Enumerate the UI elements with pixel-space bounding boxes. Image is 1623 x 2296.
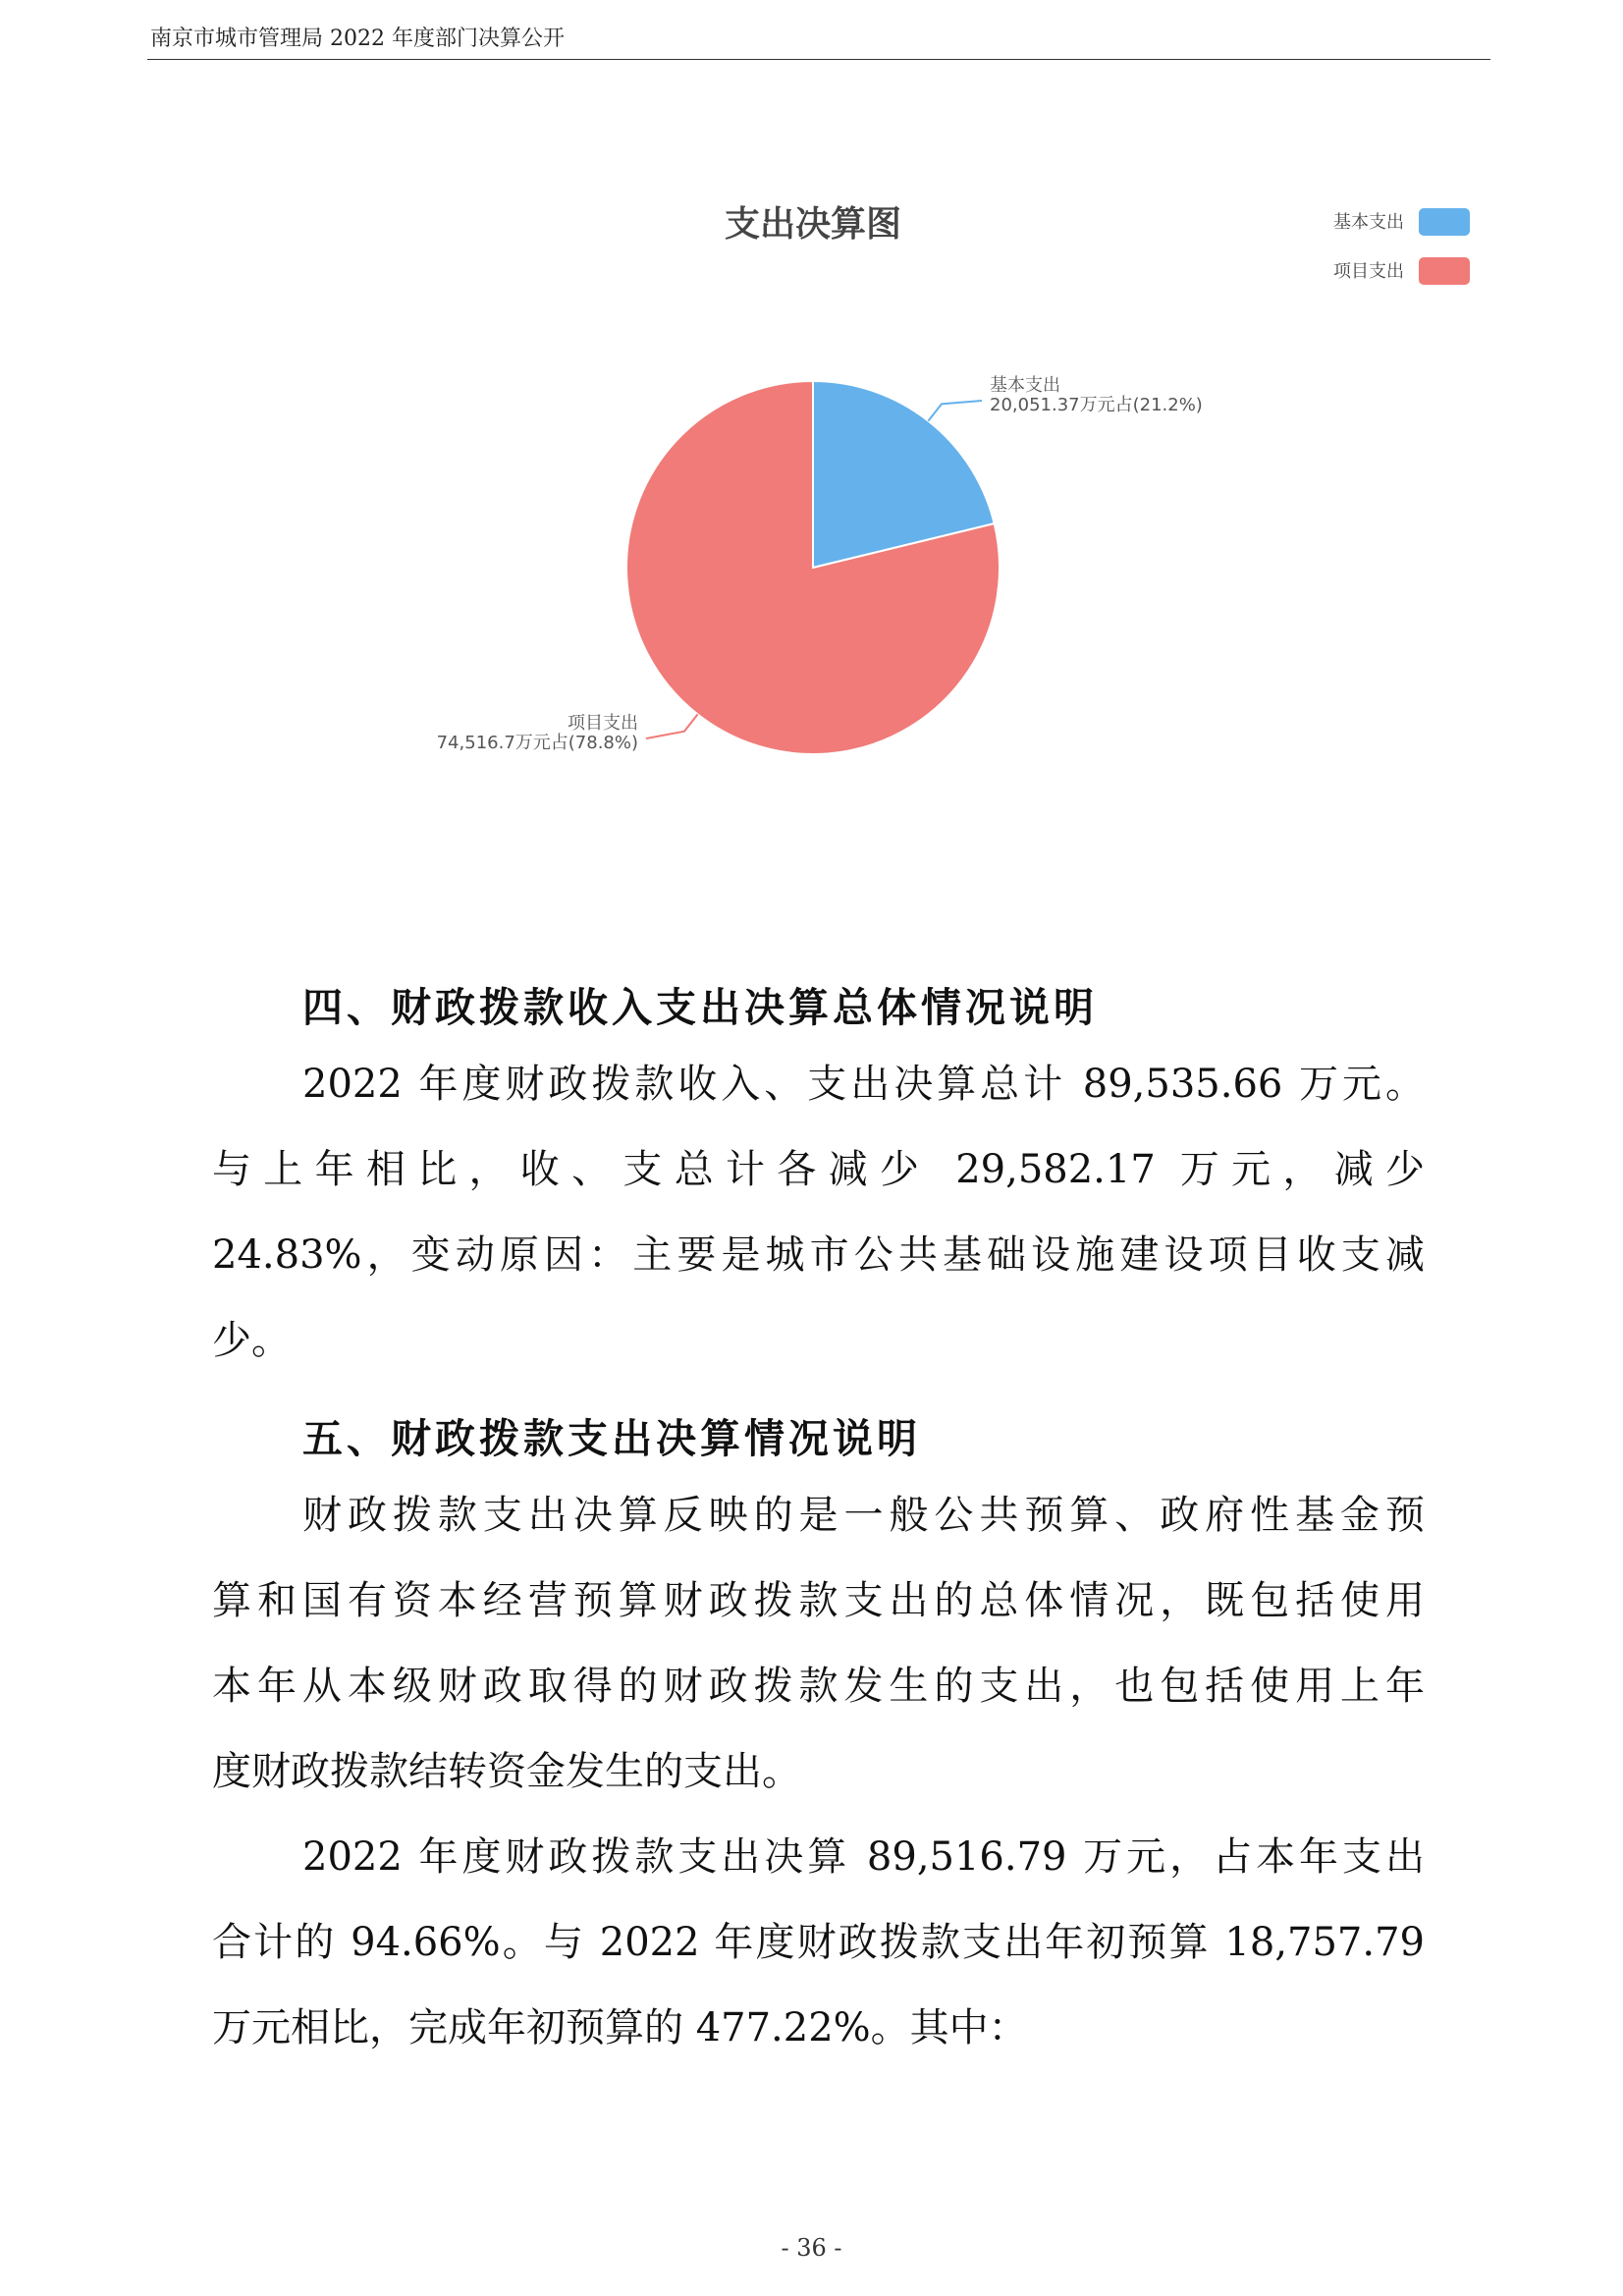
legend-label-2: 项目支出 bbox=[1333, 261, 1404, 282]
pie-label-name-2: 项目支出 bbox=[568, 713, 638, 734]
pie-leader-line-2 bbox=[646, 714, 698, 738]
expenditure-pie-chart bbox=[0, 0, 1623, 884]
legend-swatch-1 bbox=[1419, 208, 1470, 236]
legend-label-1: 基本支出 bbox=[1333, 212, 1404, 233]
paragraph-line: 算和国有资本经营预算财政拨款支出的总体情况，既包括使用 bbox=[212, 1578, 1425, 1623]
pie-leader-line-1 bbox=[928, 401, 982, 421]
paragraph-line: 合计的 94.66%。与 2022 年度财政拨款支出年初预算 18,757.79 bbox=[212, 1920, 1425, 1965]
paragraph-line: 24.83%，变动原因：主要是城市公共基础设施建设项目收支减 bbox=[212, 1232, 1425, 1278]
paragraph-line: 度财政拨款结转资金发生的支出。 bbox=[212, 1749, 801, 1794]
paragraph-line: 本年从本级财政取得的财政拨款发生的支出，也包括使用上年 bbox=[212, 1664, 1425, 1709]
paragraph-line: 2022 年度财政拨款收入、支出决算总计 89,535.66 万元。 bbox=[302, 1062, 1425, 1107]
chart-title: 支出决算图 bbox=[724, 204, 902, 245]
paragraph-line: 2022 年度财政拨款支出决算 89,516.79 万元，占本年支出 bbox=[302, 1834, 1425, 1880]
section-heading: 四、财政拨款收入支出决算总体情况说明 bbox=[302, 984, 1098, 1031]
legend-swatch-2 bbox=[1419, 257, 1470, 285]
page-number: - 36 - bbox=[781, 2234, 842, 2262]
pie-label-name-1: 基本支出 bbox=[990, 375, 1060, 396]
paragraph-line: 与上年相比，收、支总计各减少 29,582.17 万元，减少 bbox=[212, 1147, 1425, 1192]
page-header-title: 南京市城市管理局 2022 年度部门决算公开 bbox=[150, 27, 565, 51]
paragraph-line: 万元相比，完成年初预算的 477.22%。其中： bbox=[212, 2005, 1028, 2050]
paragraph-line: 少。 bbox=[212, 1318, 291, 1363]
pie-label-value-1: 20,051.37万元占(21.2%) bbox=[990, 395, 1203, 415]
pie-label-value-2: 74,516.7万元占(78.8%) bbox=[436, 733, 638, 753]
paragraph-line: 财政拨款支出决算反映的是一般公共预算、政府性基金预 bbox=[302, 1493, 1425, 1538]
section-heading: 五、财政拨款支出决算情况说明 bbox=[302, 1415, 921, 1462]
